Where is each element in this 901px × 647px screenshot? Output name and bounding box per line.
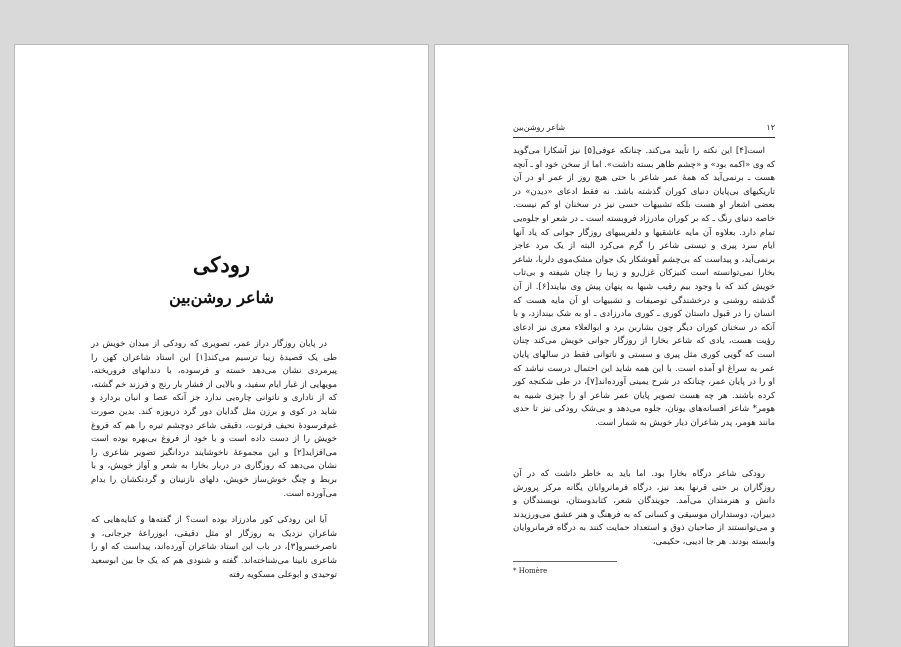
running-header xyxy=(513,122,775,138)
chapter-subtitle: شاعر روشن‌بین xyxy=(169,288,274,307)
right-page xyxy=(434,44,849,647)
right-page-body-2 xyxy=(513,468,775,563)
paragraph: در پایان روزگار دراز عمر، تصویری که رودکی از میدان خویش در طی یک قصیدهٔ زیبا ترسیم می‌کند[۱] این استاد شاعران کهن را پیرمردی نشان می‌دهد خسته و فرسوده، با دندانهای فروریخته، مویهایی از غبار ایام سفید، و بالایی از فشار بار رنج و فرزند خم گشته، که از ناداری و ناتوانی چاره‌یی ندارد جز آنکه عصا و انبان بردارد و شاید در کوی و برزن مثل گدایان دور گرد دریوزه کند. بدین صورت غم‌فرسودهٔ نحیف فرتوت، دقیقی شاعر دوچشم تیره را هم که فروغ خویش را از دست داده است و با خود از فروغ بی‌بهره بوده است می‌افزاید[۲] و این مجموعهٔ ناخوشایند دردانگیز تصویر شاعری را نشان می‌دهد که روزگاری در دربار بخارا به شعر و آواز خویش، و با بربط و چنگ خوش‌ساز خویش، دلهای نازنینان و گردنکشان را بدام می‌آورده است. xyxy=(91,339,337,499)
chapter-title: رودکی xyxy=(192,252,251,277)
left-page-body xyxy=(91,338,337,595)
page-number: ۱۲ xyxy=(766,123,775,132)
paragraph: آیا این رودکی کور مادرزاد بوده است؟ از گفته‌ها و کنایه‌هایی که شاعران نزدیک به روزگار او مثل دقیقی، ابوزراعهٔ جرجانی، و ناصرخسرو[۳]، در باب این استاد شاعران آورده‌اند، پیداست که او را شاعری نابینا می‌شناخته‌اند. گفته و شنودی هم که یک جا بین ابوسعید توحیدی و ابوعلی مسکویه رفته xyxy=(91,515,337,580)
paragraph: رودکی شاعر درگاه بخارا بود. اما باید به خاطر داشت که در آن روزگاران بر حتی قرنها بعد نیز، درگاه فرمانروایان یگانه مرکز پرورش دانش و هنرمندان می‌آمد. جویندگان شعر، کتابدوستان، نویسندگان و دبیران، دوستداران موسیقی و کسانی که به فرهنگ و هنر عشق می‌ورزیدند و می‌توانستند از صاحبان ذوق و استعداد حمایت کنند به درگاه فرمانروایان وابسته بودند. هر جا ادیبی، حکیمی، xyxy=(513,469,775,547)
footnote: * Homère xyxy=(513,567,548,575)
footnote-rule xyxy=(513,561,617,562)
paragraph: است[۴] این نکته را تأیید می‌کند. چنانکه عوفی[۵] نیز آشکارا می‌گوید که وی «اکمه بود» و «چشم ظاهر بسته داشت». اما از سخن خود او ـ آنچه هست ـ برنمی‌آید که همهٔ عمر شاعر با حتی هیچ روز از عمر او در آن تاریکیهای بی‌پایان دنیای کوران گذشته باشد. نه فقط ادعای «دیدن» در بعضی اشعار او هست بلکه تشبیهات حسی نیز در سخنان او کم نیست. خاصه دنیای رنگ ـ که بر کوران مادرزاد فروبسته است ـ در شعر او جلوه‌یی تمام دارد. بعلاوه آن مایه عاشقیها و دلفریبیهای روزگار جوانی که یاد آنها ایام سرد پیری و تیستی شاعر را گرم می‌کرد البته از یک مرد عاجز برنمی‌آید، و پیداست که بی‌چشم آهوشکار یک جوان مشک‌موی دلربا، شاعر بخارا نمی‌توانسته است کنیزکان غزل‌رو و زیبا را چنان شیفته و بی‌تاب خویش کند که با وجود بیم رقیب شبها به پنهان پیش وی بیایند[۶]. از آن گذشته روشنی و درخشندگی توصیفات و تشبیهات او آن مایه هست که انسان را در قبول داستان کوری ـ کوری مادرزادی ـ او به شک بیندازد، و با آنکه در سخنان کوران دیگر چون بشاربن برد و ابوالعلاء معری نیز ادعای رؤیت هست، یادی که شاعر بخارا از روزگار جوانی خویش می‌کند چنان است که گویی کوری مثل پیری و سستی و ناتوانی فقط در سالهای پایان عمر به سراغ او آمده است. با این همه شاید این احتمال درست نباشد که او را در پایان عمر، چنانکه در شرح یمینی آورده‌اند[۷]، در طی شکنجه کور کرده باشند. هر چه هست تصویر پایان عمر شاعر او را چیزی شبیه به هومر* شاعر افسانه‌های یونان، جلوه می‌دهد و بی‌شک رودکی نیز تا حدی مانند هومر، پدر شاعران دیار خویش به شمار است. xyxy=(513,146,775,428)
header-title: شاعر روشن‌بین xyxy=(513,123,566,132)
left-page xyxy=(14,44,429,647)
right-page-body xyxy=(513,145,775,443)
